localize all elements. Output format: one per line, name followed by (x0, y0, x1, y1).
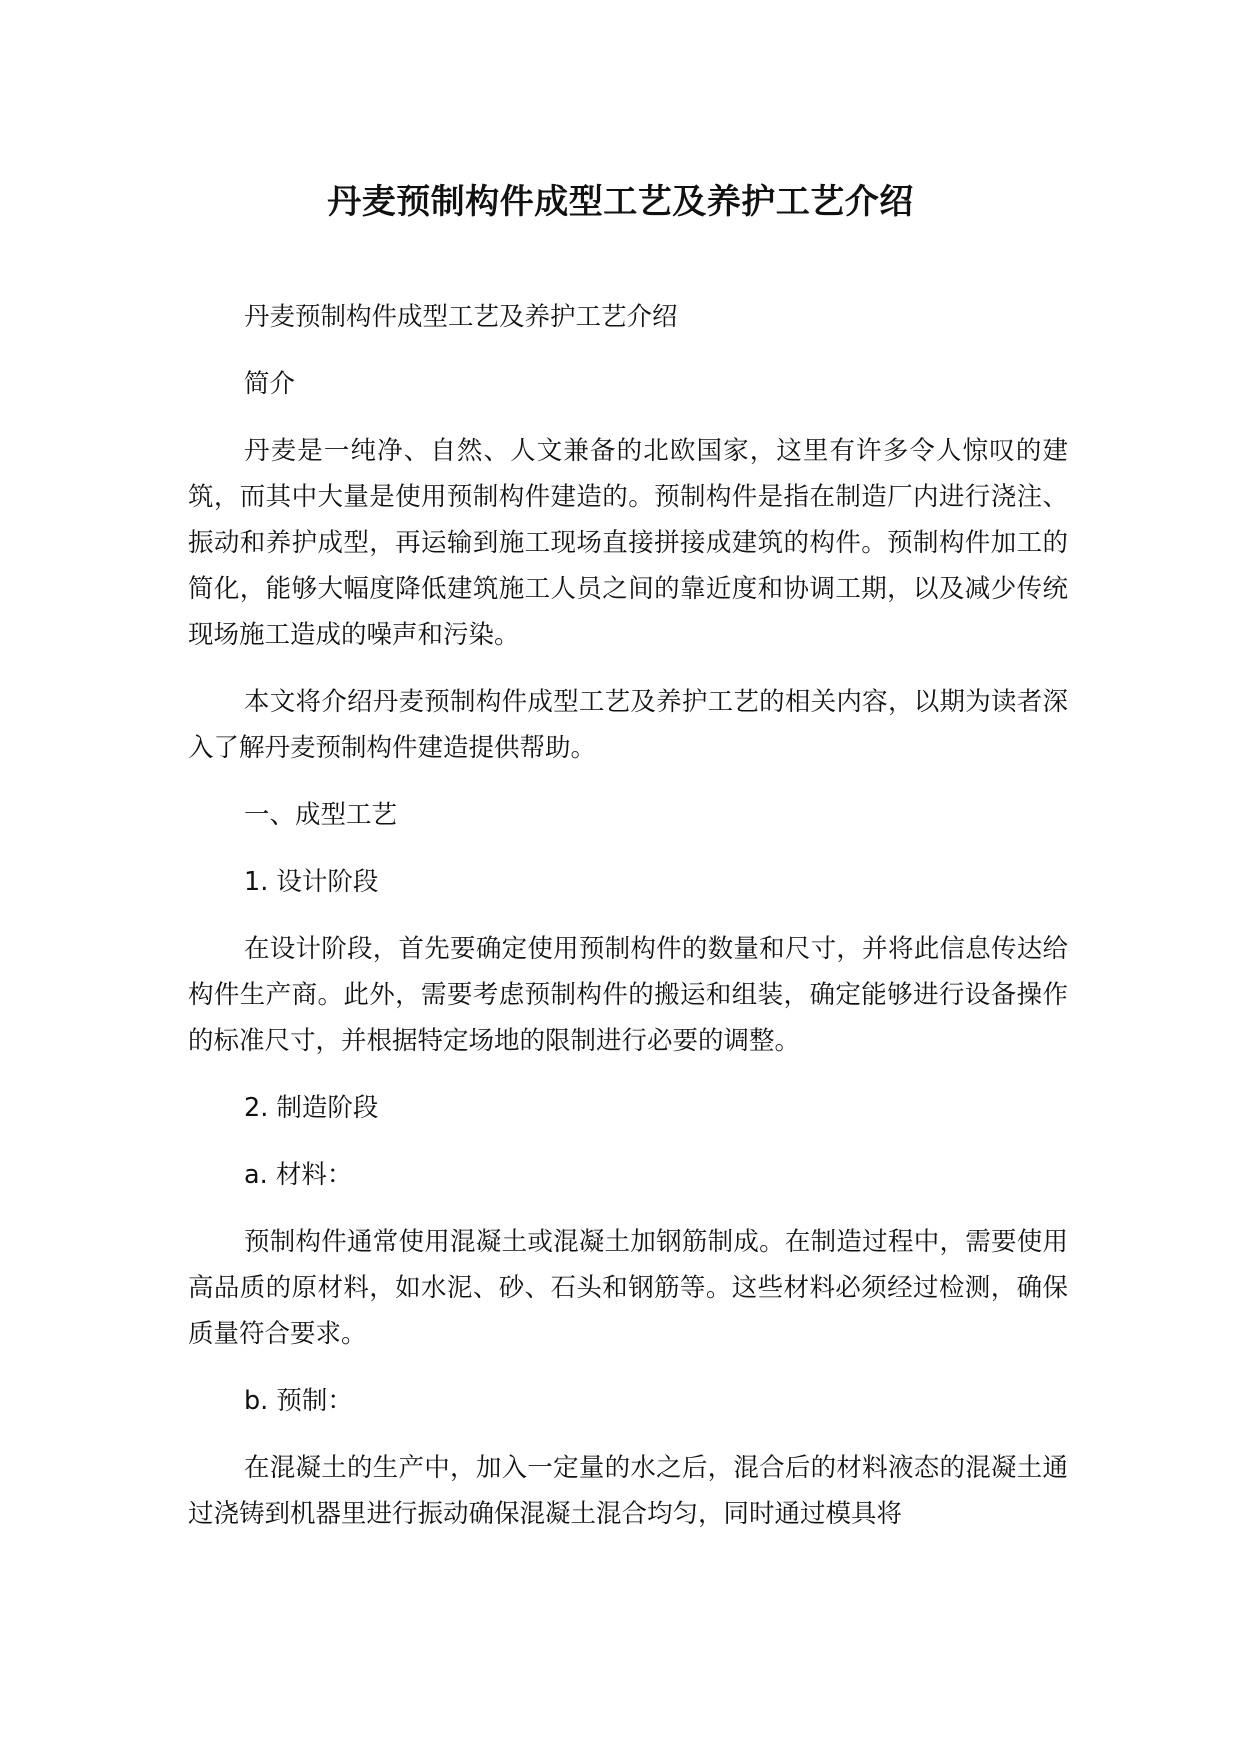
item-heading-materials: a. 材料： (244, 1160, 353, 1190)
subsection-heading-manufacturing: 2. 制造阶段 (244, 1093, 379, 1123)
body-paragraph: 在设计阶段，首先要确定使用预制构件的数量和尺寸，并将此信息传达给构件生产商。此外，需要考虑预制构件的搬运和组装，确定能够进行设备操作的标准尺寸，并根据特定场地的限制进行必要的调整。 (188, 934, 1068, 1056)
subsection-heading-design: 1. 设计阶段 (244, 867, 379, 897)
body-paragraph: 预制构件通常使用混凝土或混凝土加钢筋制成。在制造过程中，需要使用高品质的原材料，如水泥、砂、石头和钢筋等。这些材料必须经过检测，确保质量符合要求。 (188, 1227, 1068, 1349)
item-heading-precast: b. 预制： (244, 1386, 353, 1416)
section-heading-forming: 一、成型工艺 (244, 800, 398, 830)
document-title: 丹麦预制构件成型工艺及养护工艺介绍 (327, 182, 914, 222)
body-paragraph: 在混凝土的生产中，加入一定量的水之后，混合后的材料液态的混凝土通过浇铸到机器里进行振动确保混凝土混合均匀，同时通过模具将 (188, 1453, 1068, 1529)
section-heading-intro: 简介 (244, 369, 296, 399)
document-body (188, 294, 1068, 1558)
body-paragraph: 丹麦是一纯净、自然、人文兼备的北欧国家，这里有许多令人惊叹的建筑，而其中大量是使用预制构件建造的。预制构件是指在制造厂内进行浇注、振动和养护成型，再运输到施工现场直接拼接成建筑的构件。预制构件加工的简化，能够大幅度降低建筑施工人员之间的靠近度和协调工期，以及减少传统现场施工造成的噪声和污染。 (188, 436, 1068, 650)
subtitle-paragraph: 丹麦预制构件成型工艺及养护工艺介绍 (244, 302, 678, 332)
body-paragraph: 本文将介绍丹麦预制构件成型工艺及养护工艺的相关内容，以期为读者深入了解丹麦预制构件建造提供帮助。 (188, 687, 1068, 763)
